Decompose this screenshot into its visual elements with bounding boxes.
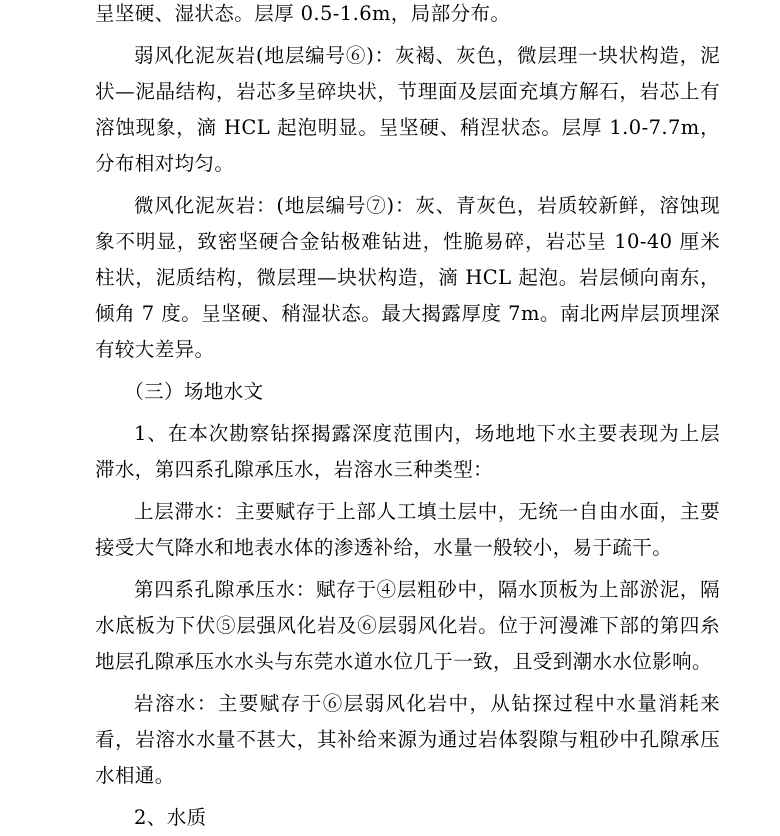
- paragraph-layer-continuation: 呈坚硬、湿状态。层厚 0.5-1.6m，局部分布。: [95, 2, 511, 25]
- subheading-water-quality: 2、水质: [134, 806, 207, 829]
- paragraph-slightly-weathered-marl: 微风化泥灰岩：(地层编号⑦)：灰、青灰色，岩质较新鲜，溶蚀现象不明显，致密坚硬合金钻极难钻进，性脆易碎，岩芯呈 10-40 厘米柱状，泥质结构，微层理—块状构造，滴 HCL 起泡。岩层倾向南东，倾角 7 度。呈坚硬、稍湿状态。最大揭露厚度 7m。南北两岸层顶埋深有较大差异。: [95, 194, 720, 361]
- paragraph-perched-water: 上层滞水：主要赋存于上部人工填土层中，无统一自由水面，主要接受大气降水和地表水体的渗透补给，水量一般较小，易于疏干。: [95, 500, 720, 559]
- paragraph-karst-water: 岩溶水：主要赋存于⑥层弱风化岩中，从钻探过程中水量消耗来看，岩溶水水量不甚大，其补给来源为通过岩体裂隙与粗砂中孔隙承压水相通。: [95, 692, 720, 787]
- paragraph-weathered-marl: 弱风化泥灰岩(地层编号⑥)：灰褐、灰色，微层理一块状构造，泥状—泥晶结构，岩芯多呈碎块状，节理面及层面充填方解石，岩芯上有溶蚀现象，滴 HCL 起泡明显。呈坚硬、稍涅状态。层厚 1.0-7.7m，分布相对均匀。: [95, 44, 720, 175]
- paragraph-confined-water: 第四系孔隙承压水：赋存于④层粗砂中，隔水顶板为上部淤泥，隔水底板为下伏⑤层强风化岩及⑥层弱风化岩。位于河漫滩下部的第四糸地层孔隙承压水水头与东莞水道水位几于一致，且受到潮水水位影响。: [95, 578, 720, 673]
- section-heading-hydrology: （三）场地水文: [124, 380, 264, 403]
- paragraph-groundwater-types: 1、在本次勘察钻探揭露深度范围内，场地地下水主要表现为上层滞水，第四系孔隙承压水，岩溶水三种类型：: [95, 422, 720, 481]
- document-body: [95, 0, 720, 836]
